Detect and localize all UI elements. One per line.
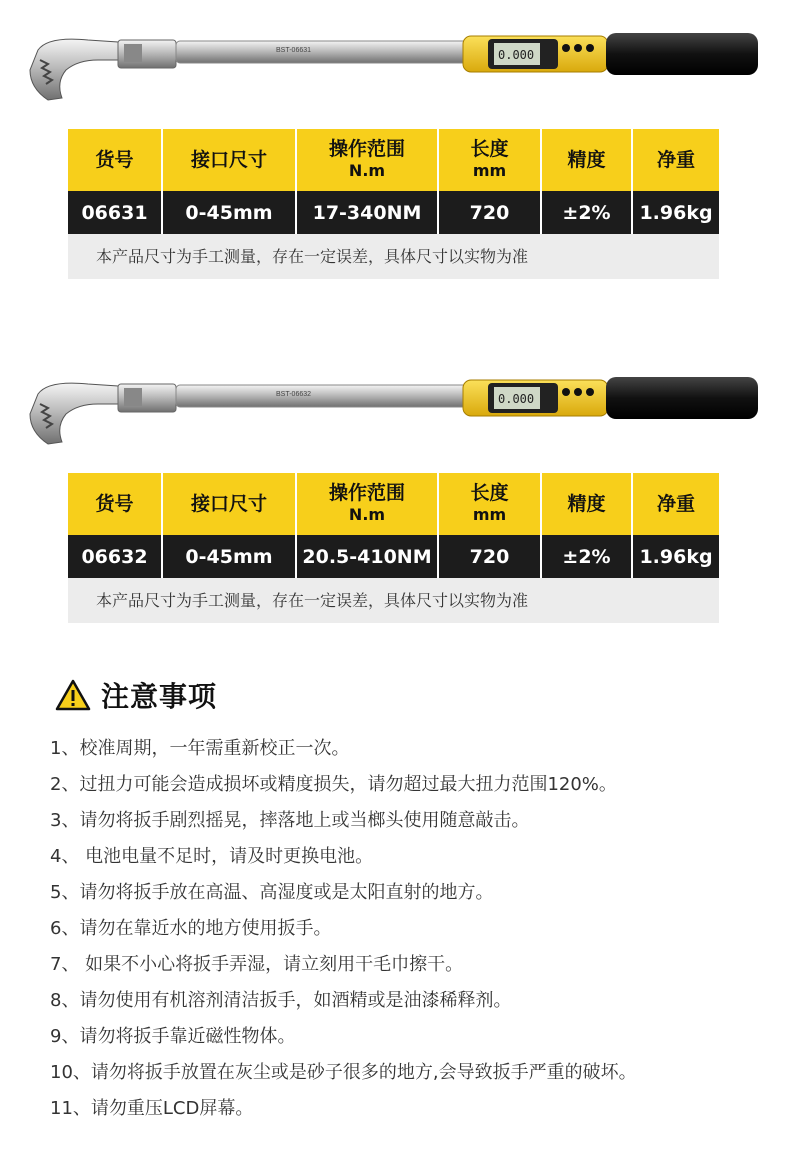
notice-item: 4、 电池电量不足时，请及时更换电池。 [50,846,374,867]
header-item-no: 货号 [68,473,162,535]
notice-title: 注意事项 [101,680,218,713]
header-weight: 净重 [632,129,719,191]
notice-item: 7、 如果不小心将扳手弄湿，请立刻用干毛巾擦干。 [50,954,464,975]
notice-item: 8、请勿使用有机溶剂清洁扳手，如酒精或是油漆稀释剂。 [50,990,512,1011]
value-length: 720 [438,191,541,234]
value-accuracy: ±2% [541,535,632,578]
value-weight: 1.96kg [632,191,719,234]
value-item-no: 06632 [68,535,162,578]
header-item-no: 货号 [68,129,162,191]
notice-item: 10、请勿将扳手放置在灰尘或是砂子很多的地方,会导致扳手严重的破坏。 [50,1062,637,1083]
notice-item: 5、请勿将扳手放在高温、高湿度或是太阳直射的地方。 [50,882,494,903]
spec-value-row [68,535,719,578]
value-accuracy: ±2% [541,191,632,234]
notice-list [50,736,637,1132]
value-length: 720 [438,535,541,578]
notice-item: 3、请勿将扳手剧烈摇晃，摔落地上或当榔头使用随意敲击。 [50,810,530,831]
header-length: 长度 mm [438,129,541,191]
measurement-note: 本产品尺寸为手工测量，存在一定误差，具体尺寸以实物为准 [68,578,719,623]
header-operating-range: 操作范围 N.m [296,129,438,191]
header-operating-range: 操作范围 N.m [296,473,438,535]
measurement-note: 本产品尺寸为手工测量，存在一定误差，具体尺寸以实物为准 [68,234,719,279]
model-print-2: BST-06632 [276,391,312,398]
header-accuracy: 精度 [541,129,632,191]
spec-table-2 [68,473,719,623]
spec-value-row [68,191,719,234]
lcd-readout-1: 0.000 [498,48,535,62]
model-print-1: BST-06631 [276,47,312,54]
value-weight: 1.96kg [632,535,719,578]
value-interface-size: 0-45mm [162,191,296,234]
header-length: 长度 mm [438,473,541,535]
notice-heading [55,674,217,716]
spec-header-row [68,129,719,191]
header-interface-size: 接口尺寸 [162,129,296,191]
notice-item: 2、过扭力可能会造成损坏或精度损失，请勿超过最大扭力范围120%。 [50,774,617,795]
wrench-image-1 [18,30,763,102]
header-weight: 净重 [632,473,719,535]
value-operating-range: 17-340NM [296,191,438,234]
header-accuracy: 精度 [541,473,632,535]
wrench-image-2 [18,374,763,446]
notice-item: 9、请勿将扳手靠近磁性物体。 [50,1026,296,1047]
value-item-no: 06631 [68,191,162,234]
value-operating-range: 20.5-410NM [296,535,438,578]
value-interface-size: 0-45mm [162,535,296,578]
header-interface-size: 接口尺寸 [162,473,296,535]
notice-item: 6、请勿在靠近水的地方使用扳手。 [50,918,332,939]
lcd-readout-2: 0.000 [498,392,535,406]
notice-item: 1、校准周期，一年需重新校正一次。 [50,738,350,759]
notice-item: 11、请勿重压LCD屏幕。 [50,1098,254,1119]
warning-triangle-icon [55,679,91,711]
spec-table-1 [68,129,719,279]
spec-header-row [68,473,719,535]
